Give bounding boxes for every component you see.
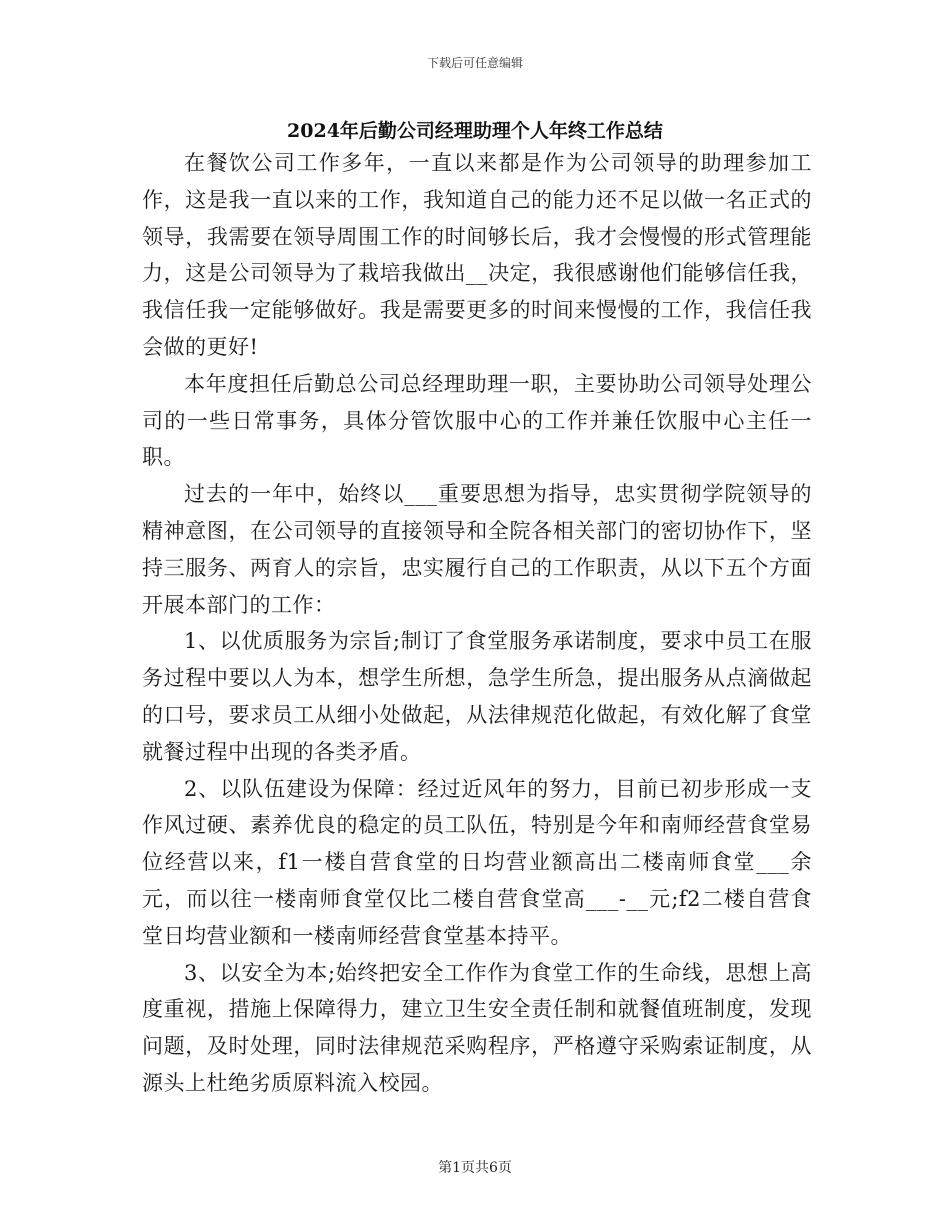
page-header-note: 下载后可任意编辑 [426, 56, 523, 70]
paragraph-item-1: 1、以优质服务为宗旨;制订了食堂服务承诺制度，要求中员工在服务过程中要以人为本，想学生所想，急学生所急，提出服务从点滴做起的口号，要求员工从细小处做起，从法律规范化做起，有效化解了食堂就餐过程中出现的各类矛盾。 [142, 629, 812, 764]
paragraph-intro: 在餐饮公司工作多年，一直以来都是作为公司领导的助理参加工作，这是我一直以来的工作，我知道自己的能力还不足以做一名正式的领导，我需要在领导周围工作的时间够长后，我才会慢慢的形式管理能力，这是公司领导为了栽培我做出__决定，我很感谢他们能够信任我，我信任我一定能够做好。我是需要更多的时间来慢慢的工作，我信任我会做的更好! [142, 151, 812, 359]
paragraph-overview: 过去的一年中，始终以___重要思想为指导，忠实贯彻学院领导的精神意图，在公司领导的直接领导和全院各相关部门的密切协作下，坚持三服务、两育人的宗旨，忠实履行自己的工作职责，从以下五个方面开展本部门的工作： [142, 482, 812, 617]
page-number: 第1页共6页 [438, 1160, 512, 1176]
paragraph-item-3: 3、以安全为本;始终把安全工作作为食堂工作的生命线，思想上高度重视，措施上保障得力，建立卫生安全责任制和就餐值班制度，发现问题，及时处理，同时法律规范采购程序，严格遵守采购索证制度，从源头上杜绝劣质原料流入校园。 [142, 960, 812, 1095]
paragraph-item-2: 2、以队伍建设为保障：经过近风年的努力，目前已初步形成一支作风过硬、素养优良的稳定的员工队伍，特别是今年和南师经营食堂易位经营以来，f1一楼自营食堂的日均营业额高出二楼南师食堂___余元，而以往一楼南师食堂仅比二楼自营食堂高___-__元;f2二楼自营食堂日均营业额和一楼南师经营食堂基本持平。 [142, 776, 812, 948]
document-title: 2024年后勤公司经理助理个人年终工作总结 [287, 120, 663, 142]
paragraph-role: 本年度担任后勤总公司总经理助理一职，主要协助公司领导处理公司的一些日常事务，具体分管饮服中心的工作并兼任饮服中心主任一职。 [142, 371, 812, 470]
document-body [142, 145, 812, 1102]
